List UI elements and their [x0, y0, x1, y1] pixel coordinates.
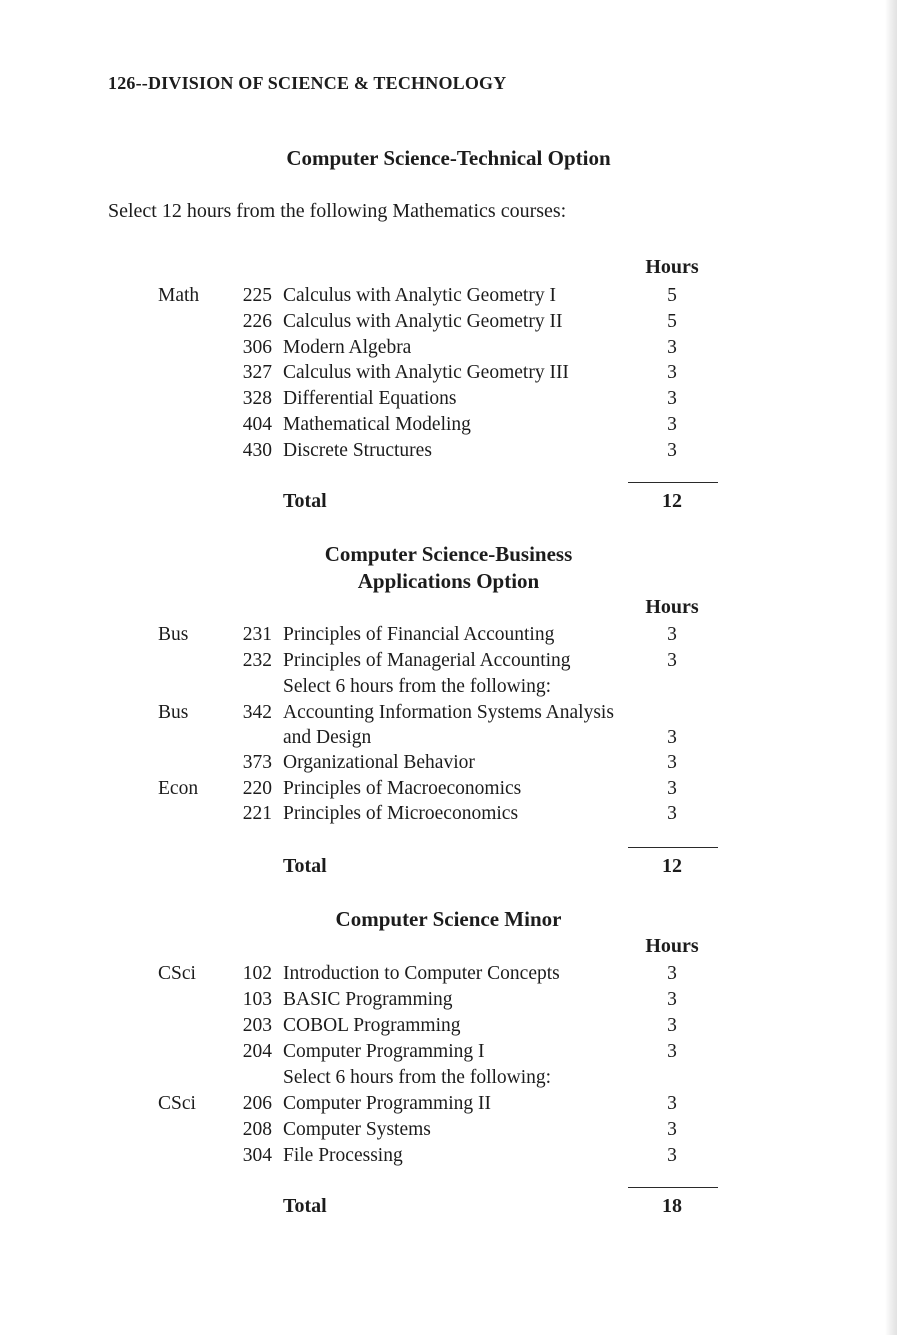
course-number: 102: [242, 963, 272, 984]
course-title: Computer Programming I: [283, 1041, 485, 1062]
course-hours: 3: [667, 388, 677, 409]
course-subject: Bus: [158, 702, 189, 723]
course-number: 430: [242, 440, 272, 461]
section-intro: Select 12 hours from the following Mathematics courses:: [108, 200, 567, 222]
course-subject: Bus: [158, 624, 189, 645]
course-number: 306: [242, 337, 272, 358]
course-subject: CSci: [158, 1093, 196, 1114]
course-hours: 3: [667, 1093, 677, 1114]
section-title-line-2: Applications Option: [357, 569, 540, 593]
course-number: 404: [242, 414, 272, 435]
course-row: [0, 700, 897, 726]
total-rule: [628, 847, 718, 848]
course-title: Principles of Managerial Accounting: [283, 650, 571, 671]
course-row: [0, 309, 897, 335]
course-title: Modern Algebra: [283, 337, 412, 358]
course-row: [0, 961, 897, 987]
course-title: Differential Equations: [283, 388, 457, 409]
course-number: 232: [242, 650, 272, 671]
course-row: [0, 386, 897, 412]
course-title: Calculus with Analytic Geometry I: [283, 285, 556, 306]
course-hours: 3: [667, 1119, 677, 1140]
course-title: Principles of Macroeconomics: [283, 778, 522, 799]
elective-note: Select 6 hours from the following:: [283, 676, 552, 697]
course-row: [0, 801, 897, 827]
course-number: 373: [242, 752, 272, 773]
elective-note: Select 6 hours from the following:: [283, 1067, 552, 1088]
course-title: Accounting Information Systems Analysis: [283, 702, 614, 723]
hours-column-header: Hours: [645, 256, 699, 278]
elective-note-row: [0, 674, 897, 700]
course-number: 231: [242, 624, 272, 645]
course-row: [0, 283, 897, 309]
course-row: [0, 622, 897, 648]
course-hours: 3: [667, 650, 677, 671]
course-hours: 5: [667, 311, 677, 332]
course-subject: Math: [158, 285, 200, 306]
course-number: 204: [242, 1041, 272, 1062]
course-row: [0, 360, 897, 386]
course-number: 328: [242, 388, 272, 409]
hours-column-header: Hours: [645, 596, 699, 618]
course-number: 220: [242, 778, 272, 799]
course-number: 103: [242, 989, 272, 1010]
course-title: Calculus with Analytic Geometry II: [283, 311, 563, 332]
course-row: [0, 1117, 897, 1143]
course-title: BASIC Programming: [283, 989, 453, 1010]
section-title: Computer Science Minor: [335, 907, 562, 931]
course-hours: 3: [667, 414, 677, 435]
course-title: Organizational Behavior: [283, 752, 475, 773]
course-row-continuation: [0, 725, 897, 751]
course-row: [0, 1013, 897, 1039]
course-row: [0, 1039, 897, 1065]
course-hours: 3: [667, 963, 677, 984]
course-title: COBOL Programming: [283, 1015, 461, 1036]
course-hours: 3: [667, 1015, 677, 1036]
course-row: [0, 1091, 897, 1117]
course-title: Discrete Structures: [283, 440, 432, 461]
total-value: 12: [662, 490, 682, 512]
course-hours: 3: [667, 362, 677, 383]
course-title: Calculus with Analytic Geometry III: [283, 362, 569, 383]
course-title: Introduction to Computer Concepts: [283, 963, 560, 984]
course-title: and Design: [283, 727, 372, 748]
course-row: [0, 1143, 897, 1169]
course-hours: 3: [667, 624, 677, 645]
course-row: [0, 987, 897, 1013]
course-title: Mathematical Modeling: [283, 414, 471, 435]
total-value: 12: [662, 855, 682, 877]
course-row: [0, 750, 897, 776]
page-header: 126--DIVISION OF SCIENCE & TECHNOLOGY: [108, 73, 507, 93]
section-title: Computer Science-Technical Option: [286, 146, 611, 170]
course-hours: 3: [667, 778, 677, 799]
course-hours: 3: [667, 727, 677, 748]
course-number: 342: [242, 702, 272, 723]
total-rule: [628, 482, 718, 483]
course-number: 327: [242, 362, 272, 383]
course-hours: 3: [667, 440, 677, 461]
course-number: 206: [242, 1093, 272, 1114]
total-label: Total: [283, 1195, 327, 1217]
course-number: 208: [242, 1119, 272, 1140]
course-title: Principles of Microeconomics: [283, 803, 519, 824]
course-number: 225: [242, 285, 272, 306]
elective-note-row: [0, 1065, 897, 1091]
course-hours: 3: [667, 337, 677, 358]
total-value: 18: [662, 1195, 682, 1217]
course-row: [0, 438, 897, 464]
course-number: 304: [242, 1145, 272, 1166]
course-hours: 3: [667, 1145, 677, 1166]
course-number: 221: [242, 803, 272, 824]
course-row: [0, 412, 897, 438]
course-hours: 3: [667, 803, 677, 824]
course-number: 226: [242, 311, 272, 332]
course-row: [0, 335, 897, 361]
section-title: Computer Science-Business: [324, 542, 573, 566]
course-title: Principles of Financial Accounting: [283, 624, 555, 645]
course-title: Computer Systems: [283, 1119, 431, 1140]
course-subject: CSci: [158, 963, 196, 984]
course-hours: 3: [667, 1041, 677, 1062]
course-hours: 3: [667, 989, 677, 1010]
course-title: Computer Programming II: [283, 1093, 491, 1114]
course-subject: Econ: [158, 778, 199, 799]
course-number: 203: [242, 1015, 272, 1036]
course-title: File Processing: [283, 1145, 403, 1166]
total-label: Total: [283, 490, 327, 512]
total-label: Total: [283, 855, 327, 877]
course-row: [0, 648, 897, 674]
course-row: [0, 776, 897, 802]
hours-column-header: Hours: [645, 935, 699, 957]
course-hours: 5: [667, 285, 677, 306]
course-hours: 3: [667, 752, 677, 773]
total-rule: [628, 1187, 718, 1188]
